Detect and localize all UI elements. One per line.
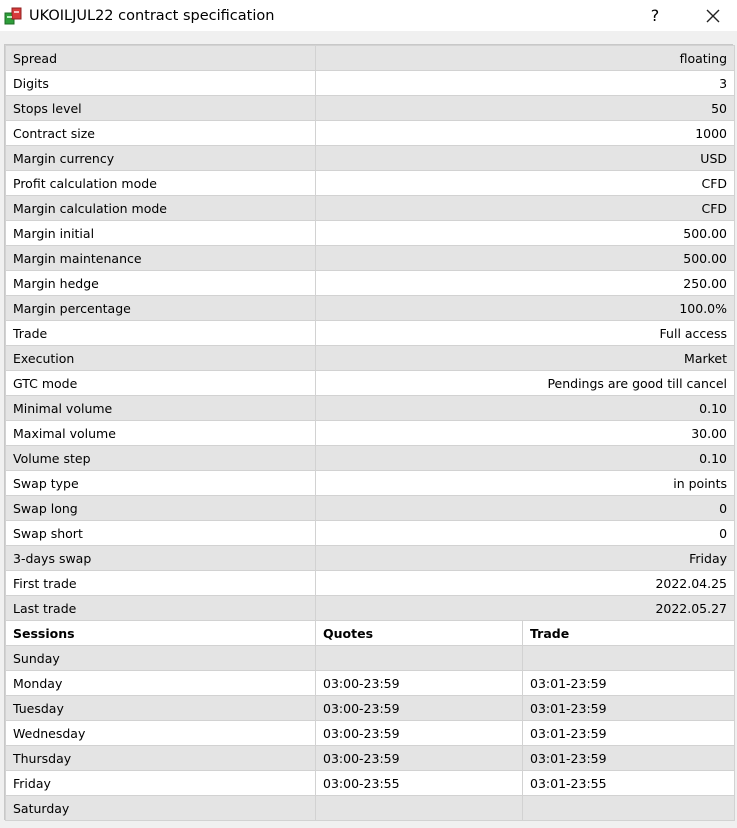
spec-row[interactable]	[6, 496, 735, 521]
spec-label: Swap type	[6, 471, 316, 496]
spec-value: Pendings are good till cancel	[316, 371, 735, 396]
sessions-column-header: Sessions	[6, 621, 316, 646]
spec-value: 2022.05.27	[316, 596, 735, 621]
spec-row[interactable]	[6, 221, 735, 246]
spec-label: Last trade	[6, 596, 316, 621]
spec-row[interactable]	[6, 146, 735, 171]
spec-row[interactable]	[6, 71, 735, 96]
spec-value: CFD	[316, 171, 735, 196]
spec-row[interactable]	[6, 571, 735, 596]
spec-value: 0	[316, 521, 735, 546]
spec-label: Swap short	[6, 521, 316, 546]
session-quotes: 03:00-23:55	[316, 771, 523, 796]
spec-row[interactable]	[6, 296, 735, 321]
spec-row[interactable]	[6, 121, 735, 146]
sessions-header	[6, 621, 735, 646]
session-row[interactable]	[6, 721, 735, 746]
spec-label: Profit calculation mode	[6, 171, 316, 196]
session-quotes: 03:00-23:59	[316, 721, 523, 746]
close-button[interactable]	[690, 0, 736, 31]
help-button[interactable]: ?	[650, 6, 660, 25]
spec-value: Market	[316, 346, 735, 371]
session-quotes	[316, 646, 523, 671]
session-day: Saturday	[6, 796, 316, 821]
spec-value: USD	[316, 146, 735, 171]
session-day: Sunday	[6, 646, 316, 671]
session-trade: 03:01-23:55	[523, 771, 735, 796]
session-row[interactable]	[6, 671, 735, 696]
spec-value: floating	[316, 46, 735, 71]
session-row[interactable]	[6, 771, 735, 796]
spec-row[interactable]	[6, 396, 735, 421]
session-trade: 03:01-23:59	[523, 696, 735, 721]
session-trade: 03:01-23:59	[523, 721, 735, 746]
spec-label: Margin maintenance	[6, 246, 316, 271]
spec-label: Spread	[6, 46, 316, 71]
session-day: Friday	[6, 771, 316, 796]
spec-label: Contract size	[6, 121, 316, 146]
spec-row[interactable]	[6, 521, 735, 546]
session-trade	[523, 646, 735, 671]
specification-table	[5, 45, 735, 821]
spec-label: Digits	[6, 71, 316, 96]
spec-row[interactable]	[6, 371, 735, 396]
session-trade: 03:01-23:59	[523, 671, 735, 696]
session-trade: 03:01-23:59	[523, 746, 735, 771]
spec-label: Volume step	[6, 446, 316, 471]
spec-value: 0.10	[316, 446, 735, 471]
spec-row[interactable]	[6, 96, 735, 121]
spec-value: CFD	[316, 196, 735, 221]
spec-value: 0	[316, 496, 735, 521]
quotes-column-header: Quotes	[316, 621, 523, 646]
title-bar	[0, 0, 737, 31]
spec-row[interactable]	[6, 471, 735, 496]
spec-row[interactable]	[6, 271, 735, 296]
spec-label: Maximal volume	[6, 421, 316, 446]
spec-value: 100.0%	[316, 296, 735, 321]
session-day: Wednesday	[6, 721, 316, 746]
spec-value: 0.10	[316, 396, 735, 421]
spec-value: in points	[316, 471, 735, 496]
spec-label: Minimal volume	[6, 396, 316, 421]
spec-row[interactable]	[6, 171, 735, 196]
spec-value: Full access	[316, 321, 735, 346]
spec-row[interactable]	[6, 421, 735, 446]
window-title: UKOILJUL22 contract specification	[29, 7, 275, 24]
spec-label: Margin calculation mode	[6, 196, 316, 221]
session-trade	[523, 796, 735, 821]
trade-column-header: Trade	[523, 621, 735, 646]
spec-label: Trade	[6, 321, 316, 346]
spec-row[interactable]	[6, 321, 735, 346]
session-day: Monday	[6, 671, 316, 696]
spec-value: 50	[316, 96, 735, 121]
spec-label: Margin initial	[6, 221, 316, 246]
session-row[interactable]	[6, 646, 735, 671]
spec-row[interactable]	[6, 46, 735, 71]
spec-label: Margin currency	[6, 146, 316, 171]
session-day: Thursday	[6, 746, 316, 771]
spec-value: 2022.04.25	[316, 571, 735, 596]
app-icon	[4, 7, 22, 25]
spec-row[interactable]	[6, 446, 735, 471]
spec-row[interactable]	[6, 546, 735, 571]
session-quotes: 03:00-23:59	[316, 696, 523, 721]
spec-label: Swap long	[6, 496, 316, 521]
spec-value: 3	[316, 71, 735, 96]
spec-value: 500.00	[316, 246, 735, 271]
spec-label: 3-days swap	[6, 546, 316, 571]
spec-value: 1000	[316, 121, 735, 146]
spec-label: Stops level	[6, 96, 316, 121]
spec-value: Friday	[316, 546, 735, 571]
session-quotes	[316, 796, 523, 821]
spec-label: First trade	[6, 571, 316, 596]
session-quotes: 03:00-23:59	[316, 671, 523, 696]
session-day: Tuesday	[6, 696, 316, 721]
spec-label: Margin hedge	[6, 271, 316, 296]
spec-label: Margin percentage	[6, 296, 316, 321]
spec-value: 250.00	[316, 271, 735, 296]
spec-row[interactable]	[6, 196, 735, 221]
spec-row[interactable]	[6, 596, 735, 621]
spec-label: Execution	[6, 346, 316, 371]
session-row[interactable]	[6, 696, 735, 721]
spec-label: GTC mode	[6, 371, 316, 396]
session-quotes: 03:00-23:59	[316, 746, 523, 771]
spec-row[interactable]	[6, 346, 735, 371]
spec-value: 500.00	[316, 221, 735, 246]
session-row[interactable]	[6, 796, 735, 821]
close-icon	[706, 9, 720, 23]
session-row[interactable]	[6, 746, 735, 771]
spec-row[interactable]	[6, 246, 735, 271]
spec-value: 30.00	[316, 421, 735, 446]
specification-panel	[4, 44, 733, 820]
